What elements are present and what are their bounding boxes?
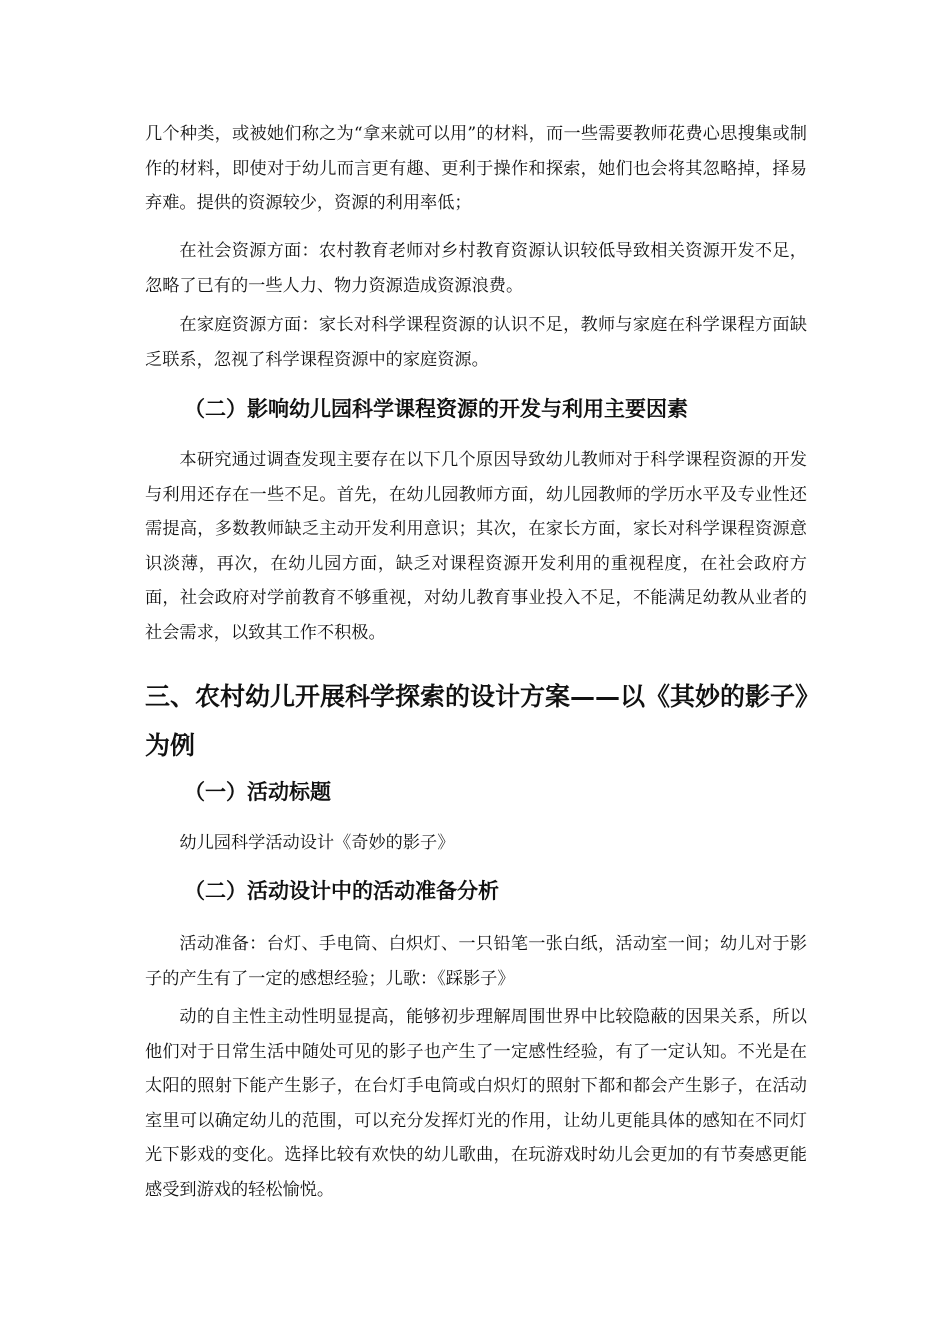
paragraph-materials: 几个种类，或被她们称之为“拿来就可以用”的材料，而一些需要教师花费心思搜集或制作的材料，即使对于幼儿而言更有趣、更利于操作和探索，她们也会将其忽略掉，择易弃难。提供的资源较少，资源的利用率低； bbox=[145, 124, 807, 213]
paragraph-preparation: 活动准备：台灯、手电筒、白炽灯、一只铅笔一张白纸，活动室一间；幼儿对于影子的产生有了一定的感想经验；儿歌：《踩影子》 bbox=[145, 934, 807, 989]
paragraph-activity-title: 幼儿园科学活动设计《奇妙的影子》 bbox=[179, 833, 455, 853]
heading-activity-title: （一）活动标题 bbox=[184, 779, 331, 804]
paragraph-family-resources: 在家庭资源方面：家长对科学课程资源的认识不足，教师与家庭在科学课程方面缺乏联系，忽视了科学课程资源中的家庭资源。 bbox=[145, 315, 807, 370]
heading-section-three: 三、农村幼儿开展科学探索的设计方案——以《其妙的影子》为例 bbox=[145, 682, 821, 760]
heading-influencing-factors: （二）影响幼儿园科学课程资源的开发与利用主要因素 bbox=[184, 396, 688, 421]
paragraph-preparation-analysis: 动的自主性主动性明显提高，能够初步理解周围世界中比较隐蔽的因果关系，所以他们对于日常生活中随处可见的影子也产生了一定感性经验，有了一定认知。不光是在太阳的照射下能产生影子，在台灯手电筒或白炽灯的照射下都和都会产生影子，在活动室里可以确定幼儿的范围，可以充分发挥灯光的作用，让幼儿更能具体的感知在不同灯光下影戏的变化。选择比较有欢快的幼儿歌曲，在玩游戏时幼儿会更加的有节奏感更能感受到游戏的轻松愉悦。 bbox=[145, 1007, 807, 1200]
heading-activity-preparation: （二）活动设计中的活动准备分析 bbox=[184, 878, 499, 903]
paragraph-factors-body: 本研究通过调查发现主要存在以下几个原因导致幼儿教师对于科学课程资源的开发与利用还存在一些不足。首先，在幼儿园教师方面，幼儿园教师的学历水平及专业性还需提高，多数教师缺乏主动开发利用意识；其次，在家长方面，家长对科学课程资源意识淡薄，再次，在幼儿园方面，缺乏对课程资源开发利用的重视程度，在社会政府方面，社会政府对学前教育不够重视，对幼儿教育事业投入不足，不能满足幼教从业者的社会需求，以致其工作不积极。 bbox=[145, 450, 807, 643]
paragraph-social-resources: 在社会资源方面：农村教育老师对乡村教育资源认识较低导致相关资源开发不足，忽略了已有的一些人力、物力资源造成资源浪费。 bbox=[145, 241, 807, 296]
